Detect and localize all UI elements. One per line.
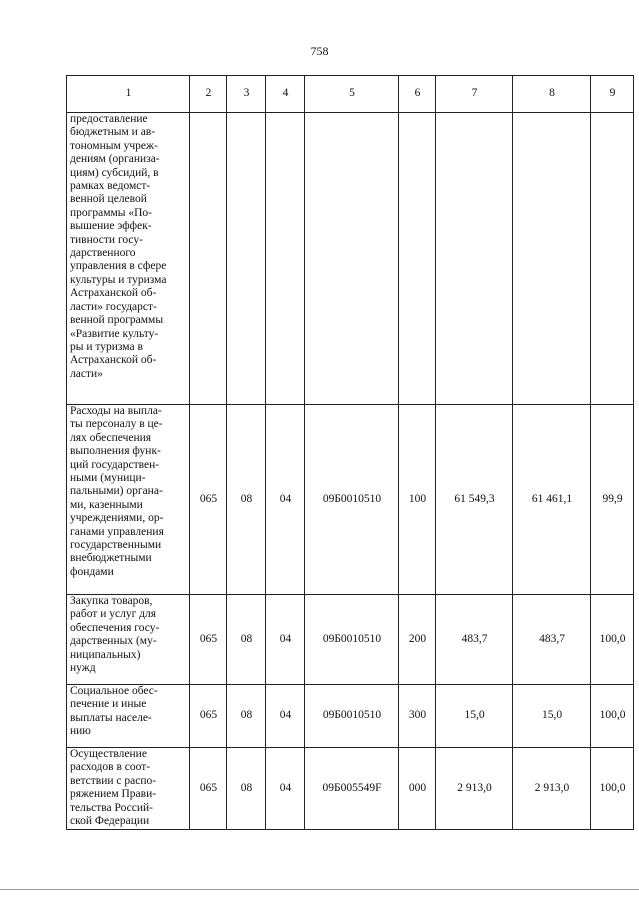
cell-expense-type: 100 <box>399 405 436 595</box>
page-number: 758 <box>310 44 329 58</box>
column-header: 8 <box>513 76 591 113</box>
cell-executed: 61 461,1 <box>513 405 591 595</box>
cell-executed: 2 913,0 <box>513 748 591 830</box>
table-row <box>67 405 634 595</box>
cell-percent: 99,9 <box>591 405 634 595</box>
cell-executed: 483,7 <box>513 595 591 685</box>
cell-ministry-code: 065 <box>190 748 227 830</box>
cell-percent: 100,0 <box>591 685 634 748</box>
cell-expense-type: 000 <box>399 748 436 830</box>
row-description: Расходы на выпла- ты персоналу в це- лях обеспечения выполнения функ- ций государствен- ными (муници- пальными) органа- ми, казенными учреждениями, ор- ганами управления государственными внебюджетными фондами <box>67 405 190 595</box>
table-row <box>67 595 634 685</box>
cell-ministry-code: 065 <box>190 405 227 595</box>
cell-section: 08 <box>227 595 266 685</box>
cell-section: 08 <box>227 748 266 830</box>
column-header: 2 <box>190 76 227 113</box>
cell-planned: 15,0 <box>436 685 513 748</box>
cell-subsection: 04 <box>266 405 305 595</box>
column-header: 9 <box>591 76 634 113</box>
scan-edge-line <box>0 889 639 890</box>
cell-expense-type <box>399 113 436 405</box>
cell-expense-type: 200 <box>399 595 436 685</box>
table-row <box>67 748 634 830</box>
table-row <box>67 685 634 748</box>
cell-subsection: 04 <box>266 748 305 830</box>
column-header: 5 <box>305 76 399 113</box>
cell-planned <box>436 113 513 405</box>
cell-target-article: 09Б0010510 <box>305 595 399 685</box>
cell-ministry-code: 065 <box>190 685 227 748</box>
cell-executed: 15,0 <box>513 685 591 748</box>
cell-target-article: 09Б0010510 <box>305 685 399 748</box>
column-header: 7 <box>436 76 513 113</box>
cell-section <box>227 113 266 405</box>
row-description: Социальное обес- печение и иные выплаты населе- нию <box>67 685 190 748</box>
table-header-row <box>67 76 634 113</box>
column-header: 1 <box>67 76 190 113</box>
cell-subsection: 04 <box>266 595 305 685</box>
row-description: Закупка товаров, работ и услуг для обеспечения госу- дарственных (му- ниципальных) нужд <box>67 595 190 685</box>
cell-planned: 483,7 <box>436 595 513 685</box>
cell-ministry-code <box>190 113 227 405</box>
cell-target-article <box>305 113 399 405</box>
cell-target-article: 09Б0010510 <box>305 405 399 595</box>
budget-table <box>66 75 634 830</box>
column-header: 3 <box>227 76 266 113</box>
cell-ministry-code: 065 <box>190 595 227 685</box>
column-header: 4 <box>266 76 305 113</box>
cell-executed <box>513 113 591 405</box>
cell-section: 08 <box>227 405 266 595</box>
row-description: предоставление бюджетным и ав- тономным учреж- дениям (организа- циям) субсидий, в рамках ведомст- венной целевой программы «По- вышение эффек- тивности госу- дарственного управления в сфере культуры и туризма Астраханской об- ласти» государст- венной программы «Развитие культу- ры и туризма в Астраханской об- ласти» <box>67 113 190 405</box>
cell-section: 08 <box>227 685 266 748</box>
table-row <box>67 113 634 405</box>
cell-percent: 100,0 <box>591 748 634 830</box>
cell-subsection: 04 <box>266 685 305 748</box>
cell-expense-type: 300 <box>399 685 436 748</box>
cell-subsection <box>266 113 305 405</box>
cell-percent: 100,0 <box>591 595 634 685</box>
cell-planned: 2 913,0 <box>436 748 513 830</box>
cell-planned: 61 549,3 <box>436 405 513 595</box>
column-header: 6 <box>399 76 436 113</box>
row-description: Осуществление расходов в соот- ветствии с распо- ряжением Прави- тельства Россий- ской Федерации <box>67 748 190 830</box>
cell-percent <box>591 113 634 405</box>
cell-target-article: 09Б005549F <box>305 748 399 830</box>
